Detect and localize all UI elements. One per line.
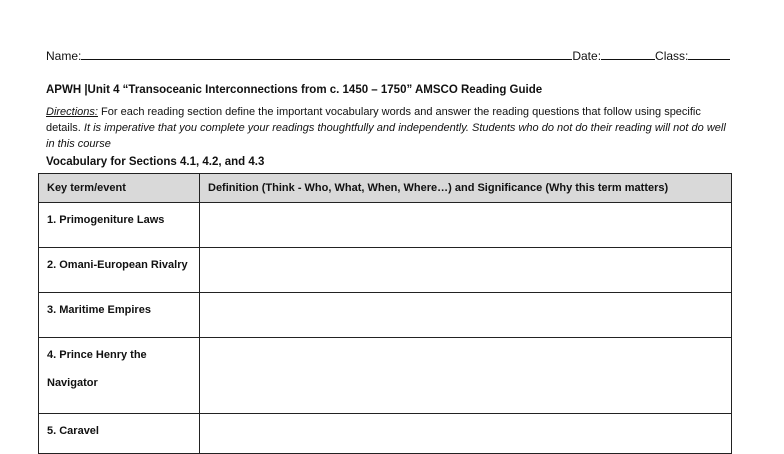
- class-field[interactable]: [688, 48, 730, 60]
- definition-cell[interactable]: [200, 338, 732, 414]
- directions-label: Directions:: [46, 106, 98, 118]
- date-label: Date:: [572, 49, 602, 63]
- student-info-line: [46, 48, 736, 63]
- table-row: [39, 338, 732, 414]
- name-field[interactable]: [81, 48, 572, 60]
- term-cell: 3. Maritime Empires: [39, 293, 200, 338]
- directions: [46, 104, 736, 152]
- document-title: APWH |Unit 4 “Transoceanic Interconnections from c. 1450 – 1750” AMSCO Reading Guide: [46, 84, 543, 96]
- term-cell: [39, 338, 200, 414]
- term-cell: 1. Primogeniture Laws: [39, 203, 200, 248]
- vocab-table: [38, 173, 732, 454]
- definition-cell[interactable]: [200, 248, 732, 293]
- table-row: [39, 248, 732, 293]
- date-field[interactable]: [601, 48, 655, 60]
- directions-text: For each reading section define the important vocabulary words and answer the reading questions that follow using specific details.: [46, 106, 701, 134]
- term-line: 4. Prince Henry the: [47, 349, 147, 361]
- directions-italic-text: It is imperative that you complete your readings thoughtfully and independently. Students who do not do their reading will not do well in this course: [46, 122, 726, 150]
- table-row: [39, 293, 732, 338]
- table-header-row: [39, 174, 732, 203]
- table-row: [39, 203, 732, 248]
- definition-cell[interactable]: [200, 203, 732, 248]
- name-label: Name:: [46, 49, 82, 63]
- term-cell: 2. Omani-European Rivalry: [39, 248, 200, 293]
- definition-cell[interactable]: [200, 293, 732, 338]
- header-key-term: Key term/event: [39, 174, 200, 203]
- vocab-heading: Vocabulary for Sections 4.1, 4.2, and 4.3: [46, 156, 265, 168]
- class-label: Class:: [655, 49, 689, 63]
- header-definition: Definition (Think - Who, What, When, Where…) and Significance (Why this term matters): [200, 174, 732, 203]
- term-line: Navigator: [47, 377, 98, 389]
- definition-cell[interactable]: [200, 414, 732, 454]
- term-cell: 5. Caravel: [39, 414, 200, 454]
- table-row: [39, 414, 732, 454]
